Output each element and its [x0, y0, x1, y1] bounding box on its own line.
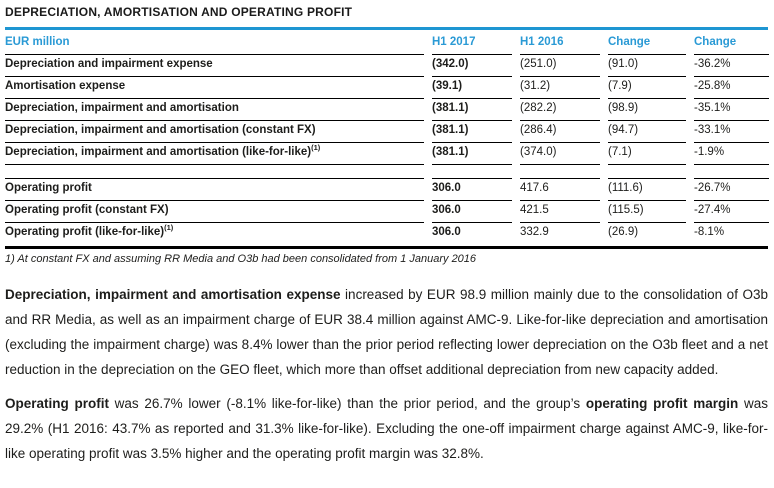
- section-title: DEPRECIATION, AMORTISATION AND OPERATING PROFIT: [5, 5, 353, 19]
- row-label: Amortisation expense: [5, 77, 424, 99]
- row-label: Depreciation, impairment and amortisation (like-for-like)$^{(1)}$: [5, 143, 424, 165]
- cell-value: (342.0): [432, 55, 512, 77]
- table-row: [5, 121, 769, 143]
- row-label: Operating profit (like-for-like)$^{(1)}$: [5, 223, 174, 238]
- table-row: [5, 55, 769, 77]
- text-run: was 29.2% (H1 2016: 43.7% as reported and 31.3% like-for-like). Excluding the one-off impairment charge against AMC-9, like-for-like operating profit was 3.5% higher and the operating profit margin was 32.8%.: [5, 396, 768, 461]
- cell-value: (374.0): [520, 143, 600, 165]
- column-header: Change: [694, 30, 769, 55]
- table-row: [5, 223, 769, 246]
- column-header: H1 2016: [520, 30, 600, 55]
- column-header: H1 2017: [432, 30, 512, 55]
- table-bottom-rule: [5, 246, 768, 249]
- row-label: Operating profit: [5, 179, 424, 201]
- table-header: [5, 30, 769, 55]
- text-run: increased by EUR 98.9 million mainly due to the consolidation of O3b and RR Media, as well as an impairment charge of EUR 38.4 million against AMC-9. Like-for-like depreciation and amortisation (excluding the impairment charge) was 8.4% lower than the prior period reflecting lower depreciation on the O3b fleet and a net reduction in the depreciation on the GEO fleet, which more than offset additional depreciation from new capacity added.: [5, 287, 768, 377]
- cell-value: (381.1): [432, 143, 512, 165]
- cell-value: (381.1): [432, 121, 512, 143]
- cell-value: -27.4%: [694, 201, 769, 223]
- cell-value: (111.6): [608, 179, 686, 201]
- row-label: Depreciation and impairment expense: [5, 55, 424, 77]
- table-row: [5, 201, 769, 223]
- column-header: EUR million: [5, 30, 424, 55]
- cell-value: (282.2): [520, 99, 600, 121]
- table-row: [5, 77, 769, 99]
- table-body: [5, 55, 769, 246]
- cell-value: (31.2): [520, 77, 600, 99]
- cell-value: -8.1%: [694, 226, 725, 238]
- cell-value: (7.1): [608, 143, 686, 165]
- cell-value: (286.4): [520, 121, 600, 143]
- table-row: [5, 179, 769, 201]
- spacer-cell: [608, 165, 686, 179]
- text-run: was 26.7% lower (-8.1% like-for-like) than the prior period, and the group’s: [108, 396, 586, 411]
- cell-value: (39.1): [432, 77, 512, 99]
- bold-text-run: Operating profit: [5, 396, 109, 411]
- spacer-cell: [694, 165, 769, 179]
- row-label: Depreciation, impairment and amortisation: [5, 99, 424, 121]
- cell-value: (7.9): [608, 77, 686, 99]
- cell-value: (115.5): [608, 201, 686, 223]
- row-label: Depreciation, impairment and amortisation (constant FX): [5, 121, 424, 143]
- bold-text-run: operating profit margin: [585, 396, 739, 411]
- row-label: Operating profit (constant FX): [5, 201, 424, 223]
- cell-value: -35.1%: [694, 99, 769, 121]
- spacer-cell: [432, 165, 512, 179]
- cell-value: (91.0): [608, 55, 686, 77]
- table-row: [5, 99, 769, 121]
- cell-value: (381.1): [432, 99, 512, 121]
- cell-value: 306.0: [432, 179, 512, 201]
- cell-value: (98.9): [608, 99, 686, 121]
- cell-value: 417.6: [520, 179, 600, 201]
- column-header: Change: [608, 30, 686, 55]
- cell-value: -26.7%: [694, 179, 769, 201]
- footnote-ref: (1): [311, 143, 321, 153]
- body-paragraph: [5, 282, 768, 382]
- financial-table-wrap: [0, 30, 774, 246]
- bold-text-run: Depreciation, impairment and amortisation expense: [5, 287, 341, 302]
- cell-value: 332.9: [520, 226, 549, 238]
- cell-value: (26.9): [608, 226, 639, 238]
- cell-value: -36.2%: [694, 55, 769, 77]
- spacer-row: [5, 165, 769, 179]
- cell-value: -25.8%: [694, 77, 769, 99]
- cell-value: 421.5: [520, 201, 600, 223]
- spacer-cell: [520, 165, 600, 179]
- spacer-cell: [5, 165, 424, 179]
- footnote-ref: (1): [164, 223, 174, 233]
- cell-value: 306.0: [432, 226, 461, 238]
- cell-value: (94.7): [608, 121, 686, 143]
- cell-value: -33.1%: [694, 121, 769, 143]
- financial-table: [0, 30, 774, 246]
- table-footnote: 1) At constant FX and assuming RR Media and O3b had been consolidated from 1 January 2016: [5, 253, 477, 265]
- cell-value: 306.0: [432, 201, 512, 223]
- body-text: [5, 282, 768, 466]
- table-header-row: [5, 30, 769, 55]
- body-paragraph: [5, 391, 768, 466]
- cell-value: (251.0): [520, 55, 600, 77]
- cell-value: -1.9%: [694, 143, 769, 165]
- table-row: [5, 143, 769, 165]
